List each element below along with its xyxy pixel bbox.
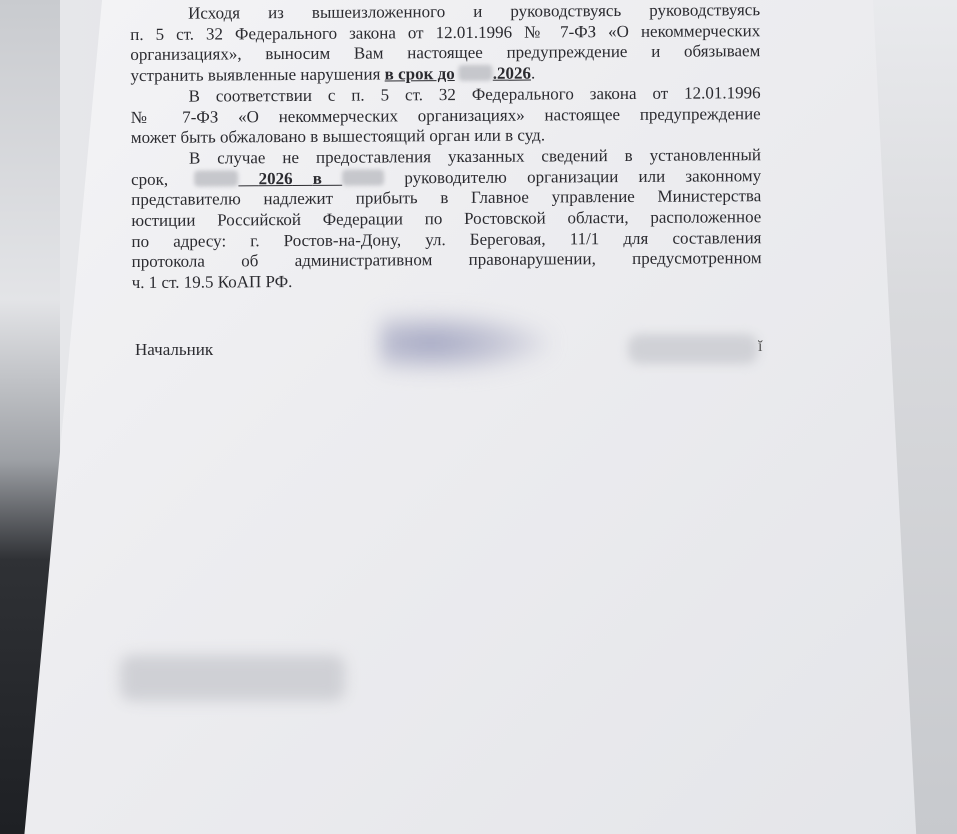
redacted-executor bbox=[120, 655, 345, 701]
p1-tail: устранить выявленные нарушения bbox=[130, 64, 385, 86]
p1-line-3: организациях», выносим Вам настоящее предупреждение и обязываем bbox=[130, 41, 761, 65]
p2-line-3: может быть обжаловано в вышестоящий орган или в суд. bbox=[130, 125, 546, 148]
p3-date bbox=[188, 168, 384, 188]
redacted-time bbox=[342, 169, 384, 185]
redacted-date bbox=[459, 65, 493, 81]
p3-line-4: юстиции Российской Федерации по Ростовской области, расположенное bbox=[131, 207, 762, 231]
redacted-name bbox=[628, 334, 758, 364]
p3-v: в bbox=[312, 168, 323, 188]
p3-year: 2026 bbox=[258, 168, 293, 188]
signature-mark: ĭ bbox=[758, 338, 763, 355]
deadline-end: . bbox=[530, 63, 536, 83]
deadline-year: .2026 bbox=[492, 63, 532, 83]
deadline-text bbox=[385, 64, 531, 84]
p3-line-5: по адресу: г. Ростов-на-Дону, ул. Береговая, 11/1 для составления bbox=[131, 227, 762, 251]
deadline-prefix: в срок до bbox=[384, 64, 455, 84]
p3-line-6: протокола об административном правонарушении, предусмотренном bbox=[131, 248, 762, 272]
paragraph-1 bbox=[130, 0, 760, 87]
signature-title: Начальник bbox=[135, 340, 214, 359]
p3-line-7: ч. 1 ст. 19.5 КоАП РФ. bbox=[131, 272, 293, 293]
p3-srok: срок, bbox=[131, 169, 169, 189]
redacted-day bbox=[194, 170, 238, 186]
paragraph-2 bbox=[131, 83, 761, 149]
p1-line-2: п. 5 ст. 32 Федерального закона от 12.01.1996 № 7-ФЗ «О некоммерческих bbox=[130, 20, 761, 44]
paragraph-3 bbox=[131, 145, 762, 294]
document-text bbox=[130, 0, 762, 294]
redacted-signature bbox=[380, 312, 550, 374]
p1-line-1: Исходя из вышеизложенного и руководствуясь руководствуясь bbox=[188, 0, 761, 23]
p2-line-2: № 7-ФЗ «О некоммерческих организациях» настоящее предупреждение bbox=[130, 103, 761, 127]
p3-line-3: представителю надлежит прибыть в Главное управление Министерства bbox=[131, 186, 762, 210]
p3-after: руководителю организации или законному bbox=[404, 165, 762, 187]
p2-line-1: В соответствии с п. 5 ст. 32 Федерального закона от 12.01.1996 bbox=[188, 82, 761, 106]
p3-line-1: В случае не предоставления указанных сведений в установленный bbox=[188, 145, 762, 168]
